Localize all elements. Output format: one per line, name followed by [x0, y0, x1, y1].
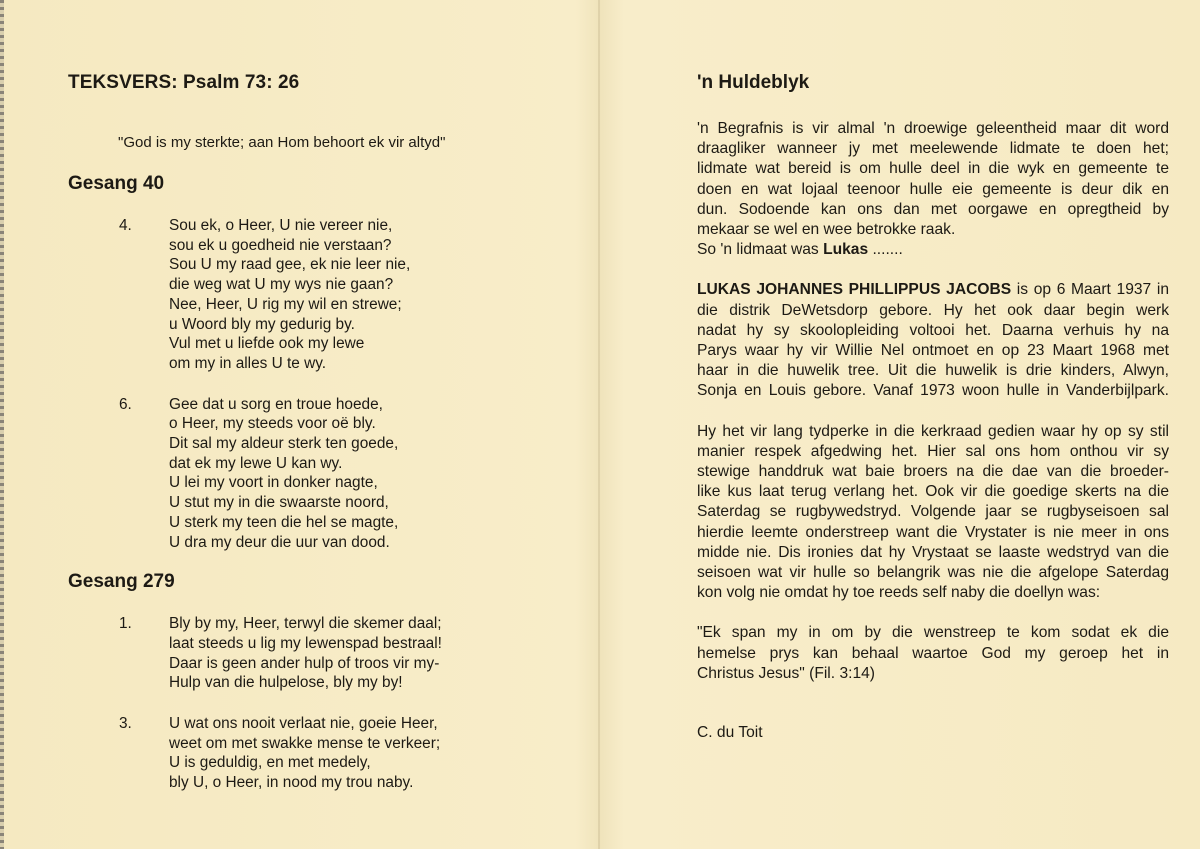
hymn-40-title: Gesang 40 — [68, 173, 165, 194]
paragraph-line: doen en wat lojaal teenoor hulle eie gemeente is deur dik en — [697, 180, 1169, 198]
paragraph-line: haar in die huwelik tree. Uit die huwelik is drie kinders, Alwyn, — [697, 362, 1169, 380]
right-page — [697, 72, 1169, 743]
paragraph-line: Parys waar hy vir Willie Nel ontmoet en op 23 Maart 1968 met — [697, 342, 1169, 360]
center-fold — [598, 0, 600, 849]
verse-line: Gee dat u sorg en troue hoede, — [169, 395, 383, 413]
paragraph-line: "Ek span my in om by die wenstreep te kom sodat ek die — [697, 624, 1169, 642]
hymn-279-verse-1 — [68, 614, 568, 693]
paragraph-line: like kus laat terug verlang het. Ook vir die goedige skerts na die — [697, 483, 1169, 501]
paragraph-line: 'n Begrafnis is vir almal 'n droewige geleentheid maar dit word — [697, 120, 1169, 137]
paragraph-line: Sonja en Louis gebore. Vanaf 1973 woon hulle in Vanderbijlpark. — [697, 382, 1169, 400]
paragraph-line: stewige handdruk wat baie broers na die dae van die broeder- — [697, 463, 1169, 481]
verse-line: dat ek my lewe U kan wy. — [169, 454, 343, 472]
verse-lines — [169, 216, 410, 374]
verse-line: Hulp van die hulpelose, bly my by! — [169, 674, 403, 692]
verse-line: U sterk my teen die hel se magte, — [169, 513, 399, 531]
verse-number: 6. — [119, 395, 132, 413]
verse-line: Dit sal my aldeur sterk ten goede, — [169, 435, 399, 453]
verse-line: U wat ons nooit verlaat nie, goeie Heer, — [169, 715, 438, 733]
paragraph-line: Hy het vir lang tydperke in die kerkraad gedien waar hy op sy stil — [697, 422, 1169, 440]
verse-line: Bly by my, Heer, terwyl die skemer daal; — [169, 615, 442, 633]
hymn-279-verse-3 — [68, 714, 568, 793]
paragraph-line: nadat hy sy skoolopleiding voltooi het. Daarna verhuis hy na — [697, 321, 1169, 339]
hymn-40-verse-4 — [68, 216, 568, 374]
verse-number: 1. — [119, 615, 132, 633]
paragraph-line: Saterdag se rugbywedstryd. Volgende jaar se rugbyseisoen sal — [697, 503, 1169, 521]
paragraph-line-first — [697, 280, 1169, 300]
verse-line: die weg wat U my wys nie gaan? — [169, 276, 394, 294]
intro-paragraph — [697, 119, 1169, 260]
verse-line: laat steeds u lig my lewenspad bestraal! — [169, 634, 442, 652]
paragraph-line: hemelse prys kan behaal waartoe God my geroep het in — [697, 644, 1169, 662]
paragraph-line: mekaar se wel en wee betrokke raak. — [697, 221, 956, 239]
verse-line: Sou U my raad gee, ek nie leer nie, — [169, 256, 411, 274]
verse-line: U stut my in die swaarste noord, — [169, 494, 389, 512]
line-prefix: So 'n lidmaat was — [697, 241, 824, 259]
paragraph-line: Christus Jesus" (Fil. 3:14) — [697, 664, 875, 682]
paragraph-line-last — [697, 240, 1169, 260]
paragraph-line: seisoen wat vir hulle so belangrik was nie die afgelope Saterdag — [697, 564, 1169, 582]
verse-line: U lei my voort in donker nagte, — [169, 474, 378, 492]
verse-lines — [169, 395, 398, 553]
verse-lines — [169, 714, 440, 793]
closing-quote — [697, 623, 1169, 684]
verse-number: 3. — [119, 715, 132, 733]
scanned-left-edge — [0, 0, 4, 849]
verse-line: U dra my deur die uur van dood. — [169, 533, 390, 551]
verse-number: 4. — [119, 217, 132, 234]
tribute-title: 'n Huldeblyk — [697, 72, 810, 93]
paragraph-line: hierdie leemte onderstreep want die Vrystater is nie meer in ons — [697, 523, 1169, 541]
line-rest: is op 6 Maart 1937 in — [1011, 281, 1169, 299]
paragraph-line: midde nie. Dis ironies dat hy Vrystaat se laaste wedstryd van die — [697, 543, 1169, 561]
verse-line: Daar is geen ander hulp of troos vir my- — [169, 654, 440, 672]
paragraph-line: die distrik DeWetsdorp gebore. Hy het ook daar begin werk — [697, 301, 1169, 319]
verse-line: bly U, o Heer, in nood my trou naby. — [169, 774, 414, 792]
paragraph-line: manier respek afgedwing het. Hier sal ons hom onthou vir sy — [697, 442, 1169, 460]
verse-line: u Woord bly my gedurig by. — [169, 315, 355, 333]
verse-line: om my in alles U te wy. — [169, 354, 327, 372]
hymn-40-verse-6 — [68, 395, 568, 553]
signature: C. du Toit — [697, 724, 763, 742]
verse-lines — [169, 614, 442, 693]
verse-line: Nee, Heer, U rig my wil en strewe; — [169, 295, 402, 313]
text-verse-heading: TEKSVERS: Psalm 73: 26 — [68, 72, 300, 93]
paragraph-line: kon volg nie omdat hy toe reeds self naby die doellyn was: — [697, 584, 1101, 602]
bio-paragraph — [697, 280, 1169, 401]
paragraph-line: draagliker wanneer jy met meelewende lidmate te doen het; — [697, 140, 1169, 158]
verse-line: sou ek u goedheid nie verstaan? — [169, 236, 392, 254]
paragraph-line: lidmate wat bereid is om hulle deel in die wyk en gemeente te — [697, 160, 1169, 178]
verse-line: weet om met swakke mense te verkeer; — [169, 734, 441, 752]
tribute-paragraph — [697, 422, 1169, 604]
line-suffix: ....... — [868, 241, 903, 259]
member-name: Lukas — [823, 241, 869, 259]
verse-line: o Heer, my steeds voor oë bly. — [169, 415, 376, 433]
text-verse-quote: "God is my sterkte; aan Hom behoort ek vir altyd" — [118, 134, 446, 151]
full-name: LUKAS JOHANNES PHILLIPPUS JACOBS — [697, 281, 1012, 299]
verse-line: Sou ek, o Heer, U nie vereer nie, — [169, 217, 393, 234]
paragraph-line: dun. Sodoende kan ons dan met oorgawe en opregtheid by — [697, 200, 1169, 218]
verse-line: U is geduldig, en met medely, — [169, 754, 371, 772]
verse-line: Vul met u liefde ook my lewe — [169, 335, 365, 353]
left-page — [68, 72, 568, 793]
hymn-279-title: Gesang 279 — [68, 571, 175, 593]
